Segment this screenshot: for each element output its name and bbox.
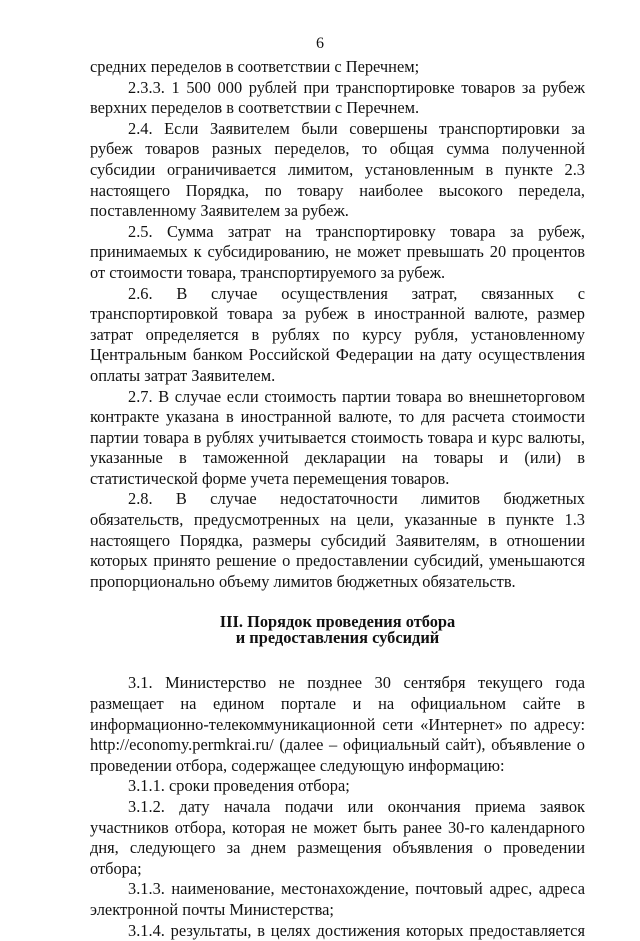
document-body: [90, 57, 585, 941]
section-heading-line-1: III. Порядок проведения отбора: [219, 612, 456, 632]
paragraph: 3.1.4. результаты, в целях достижения которых предоставляется: [128, 920, 585, 940]
paragraph: 3.1.2. дату начала подачи или окончания приема заявок участников отбора, которая не может быть ранее 30-го календарного дня, следующего за днем размещения объявления о проведении отбора;: [90, 797, 585, 878]
paragraph: 2.8. В случае недостаточности лимитов бюджетных обязательств, предусмотренных на цели, указанные в пункте 1.3 настоящего Порядка, размеры субсидий Заявителям, в отношении которых принято решение о предоставлении субсидий, уменьшаются пропорционально объему лимитов бюджетных обязательств.: [90, 489, 585, 591]
section-heading-line-2: и предоставления субсидий: [235, 628, 440, 648]
page-number: 6: [316, 35, 324, 52]
paragraph: 2.4. Если Заявителем были совершены транспортировки за рубеж товаров разных переделов, то общая сумма полученной субсидии ограничивается лимитом, установленным в пункте 2.3 настоящего Порядка, по товару наиболее высокого передела, поставленному Заявителем за рубеж.: [90, 118, 585, 221]
section-heading: [90, 614, 585, 646]
paragraph: 3.1.3. наименование, местонахождение, почтовый адрес, адреса электронной почты Министерства;: [90, 879, 585, 919]
paragraph: 2.5. Сумма затрат на транспортировку товара за рубеж, принимаемых к субсидированию, не может превышать 20 процентов от стоимости товара, транспортируемого за рубеж.: [90, 221, 585, 282]
section-two-paragraphs: [90, 57, 585, 592]
paragraph: 2.7. В случае если стоимость партии товара во внешнеторговом контракте указана в иностранной валюте, то для расчета стоимости партии товара в рублях учитывается стоимость товара и курс валюты, указанные в таможенной декларации на товары и (или) в статистической форме учета перемещения товаров.: [90, 386, 585, 488]
paragraph: 3.1. Министерство не позднее 30 сентября текущего года размещает на едином портале и на официальном сайте в информационно-телекоммуникационной сети «Интернет» по адресу: http://economy.permkrai.ru/ (далее – официальный сайт), объявление о проведении отбора, содержащее следующую информацию:: [90, 673, 585, 775]
paragraph: средних переделов в соответствии с Перечнем;: [90, 57, 420, 76]
section-three-paragraphs: [90, 673, 585, 941]
paragraph: 3.1.1. сроки проведения отбора;: [128, 776, 350, 796]
paragraph: 2.6. В случае осуществления затрат, связанных с транспортировкой товара за рубеж в иностранной валюте, размер затрат определяется в рублях по курсу рубля, установленному Центральным банком Российской Федерации на дату осуществления оплаты затрат Заявителем.: [90, 283, 585, 385]
paragraph: 2.3.3. 1 500 000 рублей при транспортировке товаров за рубеж верхних переделов в соответствии с Перечнем.: [90, 77, 585, 118]
